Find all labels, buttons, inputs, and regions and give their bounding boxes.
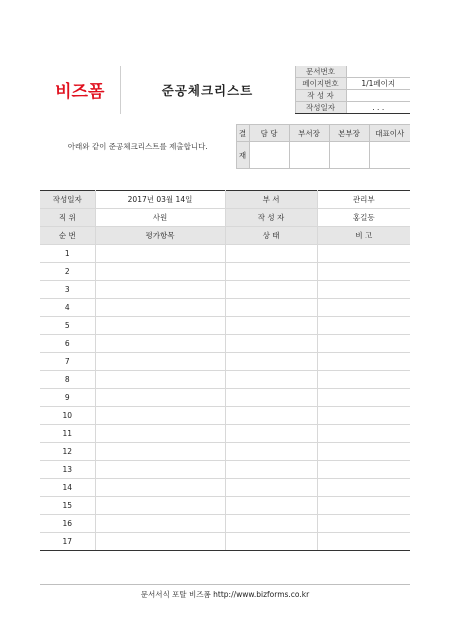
row-item-cell[interactable]: [95, 371, 225, 389]
row-status-cell[interactable]: [225, 533, 317, 551]
dept-field-label: 부 서: [225, 191, 317, 209]
position-field-label: 직 위: [40, 209, 95, 227]
author-value[interactable]: [346, 90, 410, 102]
date-field-label: 작성일자: [40, 191, 95, 209]
date-field-value[interactable]: 2017년 03월 14일: [95, 191, 225, 209]
table-row: [40, 299, 410, 317]
table-row: [40, 461, 410, 479]
row-number: 2: [40, 263, 95, 281]
row-status-cell[interactable]: [225, 443, 317, 461]
row-number: 8: [40, 371, 95, 389]
row-number: 3: [40, 281, 95, 299]
approval-block: [40, 124, 410, 169]
row-note-cell[interactable]: [317, 245, 410, 263]
row-item-cell[interactable]: [95, 533, 225, 551]
row-status-cell[interactable]: [225, 245, 317, 263]
checklist-table: [40, 190, 410, 551]
row-number: 13: [40, 461, 95, 479]
document-header: [40, 66, 410, 114]
row-item-cell[interactable]: [95, 263, 225, 281]
row-status-cell[interactable]: [225, 299, 317, 317]
row-number: 17: [40, 533, 95, 551]
author-field-label: 작 성 자: [225, 209, 317, 227]
row-note-cell[interactable]: [317, 425, 410, 443]
row-note-cell[interactable]: [317, 461, 410, 479]
table-row: [40, 425, 410, 443]
table-row: [40, 335, 410, 353]
table-row: [40, 479, 410, 497]
column-header-status: 상 태: [225, 227, 317, 245]
row-item-cell[interactable]: [95, 281, 225, 299]
row-number: 16: [40, 515, 95, 533]
row-status-cell[interactable]: [225, 515, 317, 533]
table-row: [40, 245, 410, 263]
row-status-cell[interactable]: [225, 479, 317, 497]
row-note-cell[interactable]: [317, 299, 410, 317]
row-item-cell[interactable]: [95, 515, 225, 533]
approval-side-top: 결: [236, 125, 249, 142]
role-division-head: 본부장: [329, 125, 369, 142]
table-row: [40, 281, 410, 299]
column-header-note: 비 고: [317, 227, 410, 245]
row-item-cell[interactable]: [95, 245, 225, 263]
role-dept-head: 부서장: [289, 125, 329, 142]
row-item-cell[interactable]: [95, 479, 225, 497]
row-note-cell[interactable]: [317, 353, 410, 371]
row-number: 10: [40, 407, 95, 425]
brand-logo: 비즈폼: [40, 66, 120, 114]
approval-side-bottom: 재: [236, 142, 249, 169]
date-value[interactable]: . . .: [346, 102, 410, 114]
row-number: 6: [40, 335, 95, 353]
row-note-cell[interactable]: [317, 389, 410, 407]
row-item-cell[interactable]: [95, 335, 225, 353]
row-note-cell[interactable]: [317, 317, 410, 335]
row-status-cell[interactable]: [225, 407, 317, 425]
dept-field-value[interactable]: 관리부: [317, 191, 410, 209]
row-status-cell[interactable]: [225, 497, 317, 515]
row-item-cell[interactable]: [95, 407, 225, 425]
table-row: [40, 407, 410, 425]
row-note-cell[interactable]: [317, 497, 410, 515]
position-field-value[interactable]: 사원: [95, 209, 225, 227]
signature-ceo[interactable]: [369, 142, 410, 169]
row-item-cell[interactable]: [95, 497, 225, 515]
row-item-cell[interactable]: [95, 461, 225, 479]
row-item-cell[interactable]: [95, 317, 225, 335]
doc-number-value[interactable]: [346, 66, 410, 78]
signature-staff[interactable]: [249, 142, 289, 169]
row-item-cell[interactable]: [95, 353, 225, 371]
column-header-no: 순 번: [40, 227, 95, 245]
row-number: 4: [40, 299, 95, 317]
row-number: 12: [40, 443, 95, 461]
row-item-cell[interactable]: [95, 299, 225, 317]
row-note-cell[interactable]: [317, 479, 410, 497]
row-number: 5: [40, 317, 95, 335]
doc-number-label: 문서번호: [295, 66, 346, 78]
row-status-cell[interactable]: [225, 461, 317, 479]
row-status-cell[interactable]: [225, 335, 317, 353]
row-number: 14: [40, 479, 95, 497]
row-note-cell[interactable]: [317, 515, 410, 533]
row-note-cell[interactable]: [317, 533, 410, 551]
submission-statement: 아래와 같이 준공체크리스트를 제출합니다.: [67, 142, 208, 151]
info-row-position: [40, 209, 410, 227]
row-note-cell[interactable]: [317, 281, 410, 299]
row-status-cell[interactable]: [225, 263, 317, 281]
row-number: 11: [40, 425, 95, 443]
row-note-cell[interactable]: [317, 335, 410, 353]
role-staff: 담 당: [249, 125, 289, 142]
table-row: [40, 263, 410, 281]
table-row: [40, 515, 410, 533]
table-row: [40, 353, 410, 371]
table-row: [40, 497, 410, 515]
row-item-cell[interactable]: [95, 443, 225, 461]
row-status-cell[interactable]: [225, 353, 317, 371]
table-row: [40, 443, 410, 461]
row-note-cell[interactable]: [317, 371, 410, 389]
row-note-cell[interactable]: [317, 407, 410, 425]
column-header-item: 평가항목: [95, 227, 225, 245]
row-status-cell[interactable]: [225, 425, 317, 443]
info-row-date: [40, 191, 410, 209]
row-number: 15: [40, 497, 95, 515]
row-number: 7: [40, 353, 95, 371]
role-ceo: 대표이사: [369, 125, 410, 142]
page-title: 준공체크리스트: [161, 82, 254, 98]
table-row: [40, 533, 410, 551]
table-row: [40, 389, 410, 407]
date-label: 작성일자: [295, 102, 346, 114]
row-status-cell[interactable]: [225, 317, 317, 335]
row-number: 1: [40, 245, 95, 263]
row-status-cell[interactable]: [225, 371, 317, 389]
row-item-cell[interactable]: [95, 425, 225, 443]
author-field-value[interactable]: 홍길동: [317, 209, 410, 227]
row-item-cell[interactable]: [95, 389, 225, 407]
table-row: [40, 371, 410, 389]
row-note-cell[interactable]: [317, 263, 410, 281]
row-note-cell[interactable]: [317, 443, 410, 461]
footer: 문서서식 포탈 비즈폼 http://www.bizforms.co.kr: [40, 584, 410, 600]
row-number: 9: [40, 389, 95, 407]
page-number-value[interactable]: 1/1페이지: [346, 78, 410, 90]
author-label: 작 성 자: [295, 90, 346, 102]
table-row: [40, 317, 410, 335]
signature-division-head[interactable]: [329, 142, 369, 169]
column-header-row: [40, 227, 410, 245]
signature-dept-head[interactable]: [289, 142, 329, 169]
row-status-cell[interactable]: [225, 281, 317, 299]
row-status-cell[interactable]: [225, 389, 317, 407]
page-number-label: 페이지번호: [295, 78, 346, 90]
